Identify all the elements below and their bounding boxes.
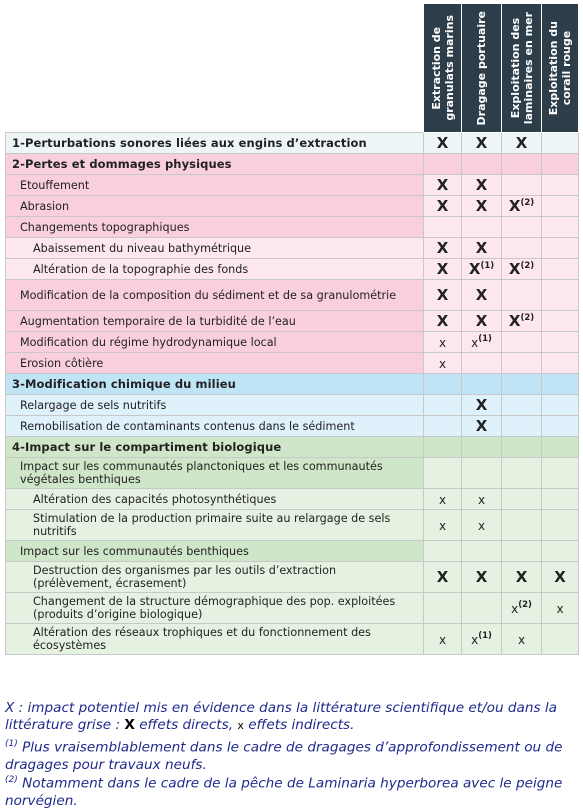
impact-cell	[424, 416, 462, 437]
section-heading: 4-Impact sur le compartiment biologique	[6, 437, 424, 458]
footnote-2	[5, 772, 577, 810]
impact-label: Altération des capacités photosynthétiques	[6, 489, 424, 510]
impact-cell	[542, 259, 579, 280]
impact-cell	[542, 353, 579, 374]
matrix-body	[6, 133, 579, 655]
table-row	[6, 510, 579, 541]
footnote-ref: (2)	[518, 600, 532, 610]
impact-label: Abaissement du niveau bathymétrique	[6, 238, 424, 259]
impact-cell	[424, 217, 462, 238]
table-row	[6, 395, 579, 416]
direct-effect-mark: X	[515, 568, 528, 586]
indirect-effect-mark: x	[438, 519, 447, 533]
impact-label: Erosion côtière	[6, 353, 424, 374]
impact-cell	[462, 416, 502, 437]
direct-effect-mark: X	[508, 260, 521, 278]
footnote-ref: (1)	[480, 261, 495, 271]
impact-cell	[542, 458, 579, 489]
impact-cell	[502, 259, 542, 280]
indirect-effect-mark: x	[438, 357, 447, 371]
impact-label: Altération des réseaux trophiques et du fonctionnement des écosystèmes	[6, 624, 424, 655]
impact-label: Modification de la composition du sédiment et de sa granulométrie	[6, 280, 424, 311]
table-row	[6, 541, 579, 562]
impact-cell	[502, 416, 542, 437]
direct-effect-mark: X	[436, 312, 449, 330]
table-row	[6, 489, 579, 510]
impact-cell	[502, 154, 542, 175]
impact-cell	[462, 280, 502, 311]
impact-label: Impact sur les communautés planctoniques et les communautés végétales benthiques	[6, 458, 424, 489]
impact-cell	[424, 280, 462, 311]
impact-cell	[542, 175, 579, 196]
impact-cell	[424, 395, 462, 416]
impact-label: Modification du régime hydrodynamique local	[6, 332, 424, 353]
impact-cell	[462, 489, 502, 510]
footnote-ref: (2)	[520, 198, 535, 208]
footnote-1-text: Plus vraisemblablement dans le cadre de dragages d’approfondissement ou de dragages pour travaux neufs.	[5, 739, 563, 773]
footnote-ref: (1)	[478, 631, 492, 641]
impact-cell	[424, 593, 462, 624]
table-row	[6, 624, 579, 655]
impact-cell	[502, 374, 542, 395]
indirect-effect-mark: x	[438, 493, 447, 507]
impact-cell	[424, 374, 462, 395]
column-header-label: Extraction de granulats marins	[429, 15, 456, 121]
impact-cell	[424, 238, 462, 259]
indirect-effect-mark: x	[438, 336, 447, 350]
table-row	[6, 217, 579, 238]
impact-cell	[502, 353, 542, 374]
impact-cell	[502, 437, 542, 458]
impact-cell	[462, 510, 502, 541]
impact-label: Stimulation de la production primaire suite au relargage de sels nutritifs	[6, 510, 424, 541]
indirect-effect-mark: x	[511, 602, 519, 616]
impact-label: Destruction des organismes par les outils d’extraction (prélèvement, écrasement)	[6, 562, 424, 593]
direct-effect-mark: X	[475, 417, 488, 435]
legend-note	[5, 700, 577, 734]
table-row	[6, 437, 579, 458]
impact-cell	[542, 280, 579, 311]
impact-cell	[424, 196, 462, 217]
column-header-label: Dragage portuaire	[475, 10, 488, 126]
impact-cell	[462, 259, 502, 280]
impact-cell	[462, 458, 502, 489]
table-row	[6, 133, 579, 154]
indirect-effect-mark: x	[471, 336, 479, 350]
impact-cell	[502, 133, 542, 154]
impact-cell	[462, 196, 502, 217]
impact-cell	[542, 154, 579, 175]
impact-cell	[542, 238, 579, 259]
direct-effect-mark: X	[436, 239, 449, 257]
impact-cell	[502, 562, 542, 593]
impact-label: Remobilisation de contaminants contenus dans le sédiment	[6, 416, 424, 437]
impact-cell	[542, 332, 579, 353]
impact-cell	[462, 175, 502, 196]
legend-direct-text: effets directs,	[134, 717, 238, 733]
table-row	[6, 154, 579, 175]
footnote-1-mark: (1)	[5, 739, 18, 749]
impact-matrix-table	[5, 3, 579, 655]
footnote-ref: (2)	[520, 261, 535, 271]
impact-cell	[462, 593, 502, 624]
impact-cell	[502, 489, 542, 510]
legend-indirect-text: effets indirects.	[243, 717, 355, 733]
impact-cell	[424, 541, 462, 562]
table-row	[6, 311, 579, 332]
impact-cell	[462, 311, 502, 332]
impact-cell	[424, 259, 462, 280]
impact-cell	[424, 133, 462, 154]
impact-cell	[462, 541, 502, 562]
impact-cell	[424, 510, 462, 541]
section-heading: 2-Pertes et dommages physiques	[6, 154, 424, 175]
direct-effect-mark: X	[475, 176, 488, 194]
indirect-effect-mark: x	[477, 493, 486, 507]
impact-cell	[424, 489, 462, 510]
impact-cell	[542, 510, 579, 541]
impact-label: Relargage de sels nutritifs	[6, 395, 424, 416]
table-row	[6, 175, 579, 196]
impact-cell	[542, 395, 579, 416]
impact-label: Augmentation temporaire de la turbidité de l’eau	[6, 311, 424, 332]
impact-cell	[502, 238, 542, 259]
table-row	[6, 332, 579, 353]
footnote-ref: (1)	[478, 334, 492, 344]
impact-cell	[462, 353, 502, 374]
footnote-1	[5, 736, 577, 774]
table-row	[6, 259, 579, 280]
direct-effect-mark: X	[475, 396, 488, 414]
impact-cell	[502, 332, 542, 353]
impact-cell	[542, 562, 579, 593]
impact-cell	[502, 541, 542, 562]
footnote-2-text: Notamment dans le cadre de la pêche de Laminaria hyperborea avec le peigne norvégien.	[5, 775, 563, 809]
direct-effect-mark: X	[475, 239, 488, 257]
impact-cell	[542, 133, 579, 154]
impact-cell	[502, 510, 542, 541]
impact-cell	[424, 353, 462, 374]
impact-cell	[462, 562, 502, 593]
impact-cell	[502, 395, 542, 416]
footnote-2-mark: (2)	[5, 775, 18, 785]
header-corner	[6, 4, 424, 133]
impact-cell	[462, 238, 502, 259]
direct-effect-mark: X	[508, 312, 521, 330]
impact-cell	[502, 593, 542, 624]
indirect-effect-mark: x	[438, 633, 447, 647]
section-heading: 1-Perturbations sonores liées aux engins d’extraction	[6, 133, 424, 154]
table-row	[6, 196, 579, 217]
direct-effect-mark: X	[475, 286, 488, 304]
direct-effect-mark: X	[554, 568, 566, 586]
impact-cell	[502, 280, 542, 311]
direct-effect-mark: X	[475, 197, 488, 215]
table-row	[6, 562, 579, 593]
section-heading: 3-Modification chimique du milieu	[6, 374, 424, 395]
direct-effect-mark: X	[436, 286, 449, 304]
direct-effect-mark: X	[436, 568, 449, 586]
impact-cell	[462, 374, 502, 395]
impact-label: Changements topographiques	[6, 217, 424, 238]
impact-cell	[462, 133, 502, 154]
impact-cell	[462, 217, 502, 238]
direct-effect-mark: X	[508, 197, 521, 215]
impact-cell	[542, 437, 579, 458]
impact-cell	[462, 437, 502, 458]
impact-cell	[424, 332, 462, 353]
direct-effect-mark: X	[436, 134, 449, 152]
column-header-extraction-granulats	[424, 4, 462, 133]
impact-cell	[542, 489, 579, 510]
column-header-corail-rouge	[542, 4, 579, 133]
table-row	[6, 238, 579, 259]
impact-cell	[542, 416, 579, 437]
impact-label: Etouffement	[6, 175, 424, 196]
direct-effect-mark: X	[475, 568, 488, 586]
table-row	[6, 416, 579, 437]
impact-label: Abrasion	[6, 196, 424, 217]
legend-direct-mark: X	[124, 717, 135, 733]
indirect-effect-mark: x	[477, 519, 486, 533]
indirect-effect-mark: x	[556, 602, 564, 616]
table-row	[6, 353, 579, 374]
impact-cell	[542, 374, 579, 395]
impact-cell	[462, 395, 502, 416]
direct-effect-mark: X	[436, 260, 449, 278]
impact-label: Altération de la topographie des fonds	[6, 259, 424, 280]
impact-cell	[542, 593, 579, 624]
column-header-row	[6, 4, 579, 133]
column-header-laminaires	[502, 4, 542, 133]
table-row	[6, 593, 579, 624]
impact-cell	[502, 458, 542, 489]
indirect-effect-mark: x	[471, 633, 479, 647]
column-header-dragage-portuaire	[462, 4, 502, 133]
direct-effect-mark: X	[475, 134, 488, 152]
impact-cell	[462, 154, 502, 175]
direct-effect-mark: X	[436, 197, 449, 215]
direct-effect-mark: X	[436, 176, 449, 194]
impact-cell	[502, 175, 542, 196]
direct-effect-mark: X	[515, 134, 528, 152]
impact-cell	[424, 624, 462, 655]
impact-cell	[502, 217, 542, 238]
footnote-ref: (2)	[520, 313, 535, 323]
impact-cell	[462, 332, 502, 353]
column-header-label: Exploitation du corail rouge	[547, 20, 573, 116]
column-header-label: Exploitation des laminaires en mer	[508, 11, 535, 125]
direct-effect-mark: X	[475, 312, 488, 330]
table-row	[6, 374, 579, 395]
impact-cell	[502, 311, 542, 332]
impact-cell	[424, 458, 462, 489]
impact-cell	[542, 196, 579, 217]
table-row	[6, 280, 579, 311]
impact-cell	[424, 175, 462, 196]
impact-cell	[542, 624, 579, 655]
impact-cell	[542, 217, 579, 238]
impact-label: Changement de la structure démographique des pop. exploitées (produits d’origine biologique)	[6, 593, 424, 624]
impact-cell	[424, 437, 462, 458]
impact-cell	[542, 311, 579, 332]
impact-cell	[502, 196, 542, 217]
impact-cell	[462, 624, 502, 655]
impact-cell	[424, 154, 462, 175]
legend-indirect-mark: x	[237, 719, 244, 732]
impact-cell	[502, 624, 542, 655]
indirect-effect-mark: x	[517, 633, 526, 647]
table-row	[6, 458, 579, 489]
impact-cell	[424, 562, 462, 593]
impact-cell	[542, 541, 579, 562]
impact-label: Impact sur les communautés benthiques	[6, 541, 424, 562]
legend-text: X : impact potentiel mis en évidence dans la littérature scientifique et/ou dans la littérature grise :	[5, 700, 557, 733]
impact-cell	[424, 311, 462, 332]
direct-effect-mark: X	[468, 260, 481, 278]
